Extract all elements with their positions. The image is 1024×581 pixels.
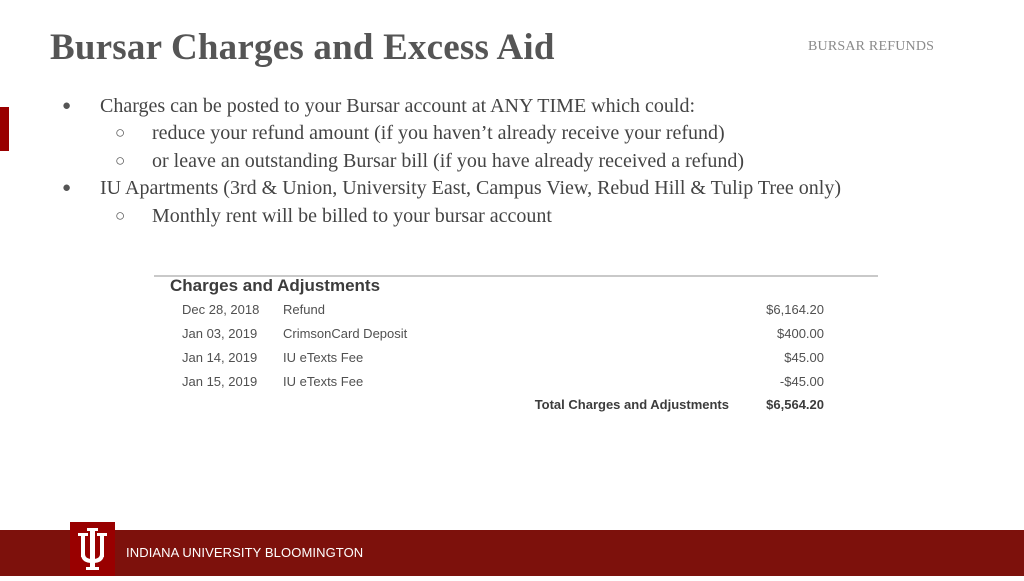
bullet-item	[62, 92, 696, 120]
sub-bullet-text: Monthly rent will be billed to your bursar account	[152, 205, 552, 227]
row-amount: $45.00	[784, 350, 824, 365]
sub-bullet-item	[115, 147, 744, 175]
row-amount: -$45.00	[779, 374, 824, 389]
bullet-circle-icon: ○	[115, 123, 126, 142]
bullet-dot-icon: ●	[62, 98, 72, 114]
total-label: Total Charges and Adjustments	[534, 397, 729, 412]
row-date: Dec 28, 2018	[182, 302, 260, 317]
iu-trident-logo-icon	[70, 522, 115, 576]
row-amount: $400.00	[777, 326, 824, 341]
table-row	[154, 374, 878, 398]
row-date: Jan 15, 2019	[182, 374, 258, 389]
left-accent-bar	[0, 107, 9, 151]
row-date: Jan 03, 2019	[182, 326, 258, 341]
table-row	[154, 326, 878, 350]
table-row	[154, 302, 878, 326]
row-amount: $6,164.20	[766, 302, 824, 317]
charges-table-screenshot	[154, 275, 878, 425]
table-heading: Charges and Adjustments	[170, 276, 381, 295]
bullet-circle-icon: ○	[115, 206, 126, 225]
sub-bullet-item	[115, 119, 725, 147]
total-amount: $6,564.20	[766, 397, 824, 412]
row-description: IU eTexts Fee	[283, 350, 364, 365]
sub-bullet-text: reduce your refund amount (if you haven’t already receive your refund)	[152, 122, 725, 144]
slide-title: Bursar Charges and Excess Aid	[50, 27, 555, 68]
row-description: IU eTexts Fee	[283, 374, 364, 389]
sub-bullet-text: or leave an outstanding Bursar bill (if you have already received a refund)	[152, 150, 744, 172]
row-description: Refund	[283, 302, 325, 317]
bullet-dot-icon: ●	[62, 180, 72, 196]
iu-trident-logo-icon	[70, 522, 115, 576]
footer-institution-name: INDIANA UNIVERSITY BLOOMINGTON	[126, 545, 364, 560]
section-tag: BURSAR REFUNDS	[808, 39, 935, 54]
bullet-text: Charges can be posted to your Bursar account at ANY TIME which could:	[100, 95, 696, 117]
table-row	[154, 350, 878, 374]
bullet-circle-icon: ○	[115, 151, 126, 170]
row-date: Jan 14, 2019	[182, 350, 258, 365]
bullet-item	[62, 174, 842, 202]
bullet-text: IU Apartments (3rd & Union, University East, Campus View, Rebud Hill & Tulip Tree only)	[100, 177, 842, 199]
row-description: CrimsonCard Deposit	[283, 326, 408, 341]
sub-bullet-item	[115, 202, 552, 230]
